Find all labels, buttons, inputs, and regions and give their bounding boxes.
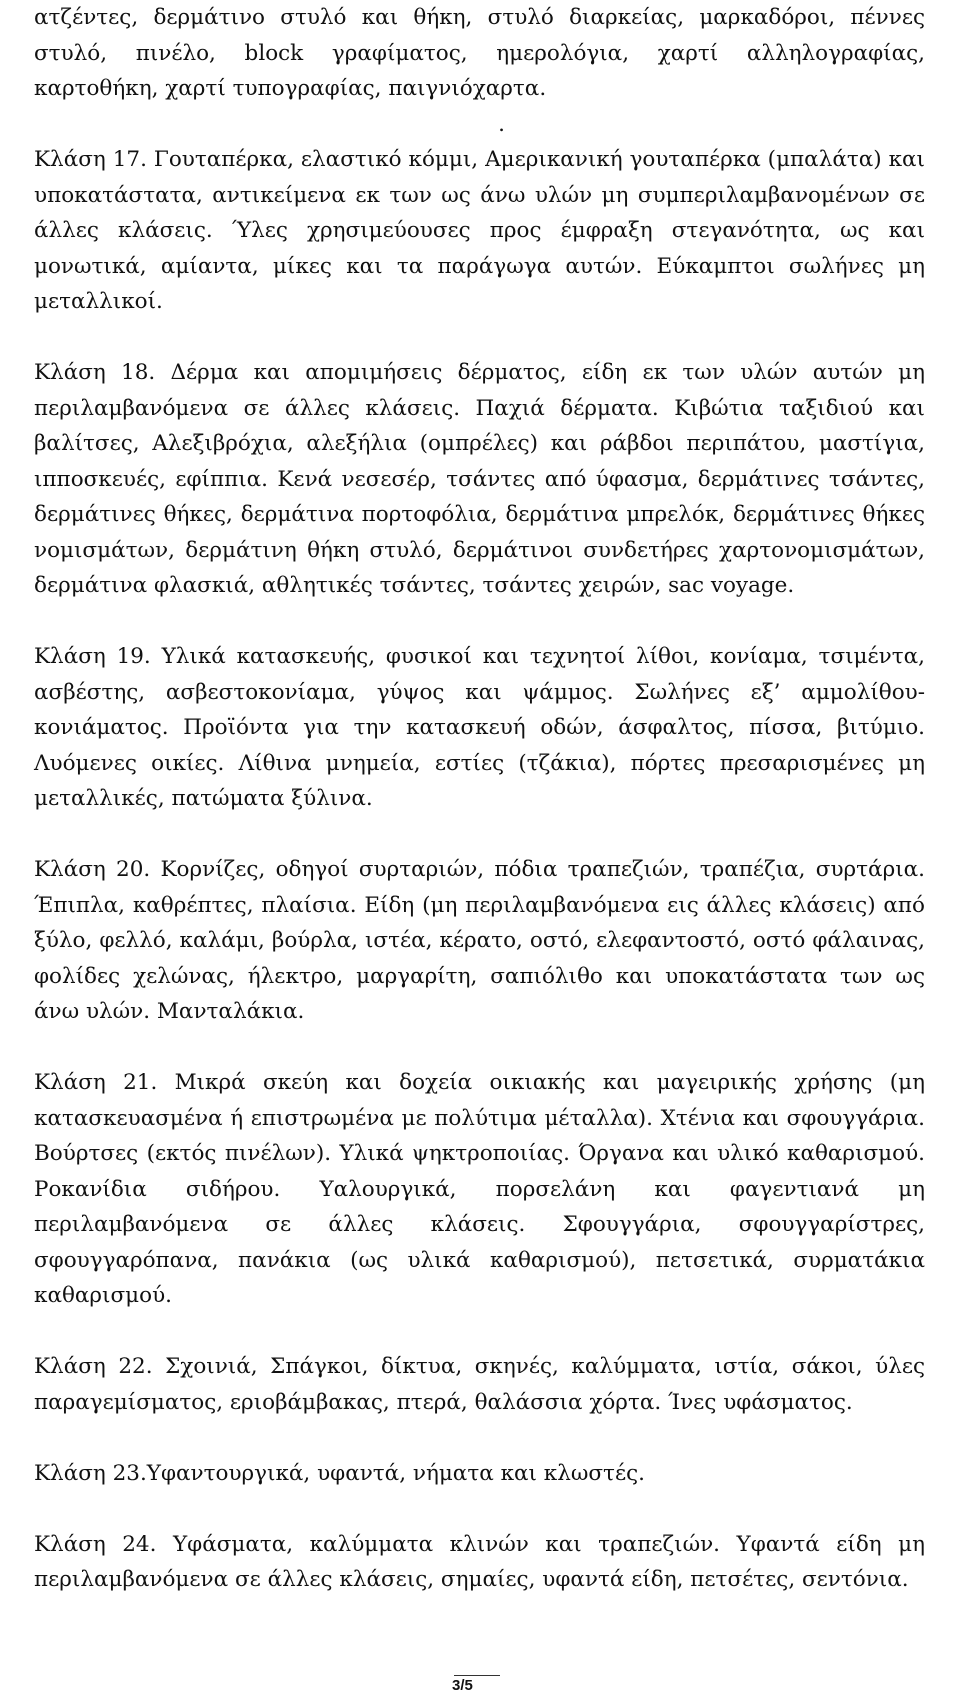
document-page	[34, 0, 925, 1598]
paragraph-class-21: Κλάση 21. Μικρά σκεύη και δοχεία οικιακής και μαγειρικής χρήσης (μη κατασκευασμένα ή επιστρωμένα με πολύτιμα μέταλλα). Χτένια και σφουγγάρια. Βούρτσες (εκτός πινέλων). Υλικά ψηκτροποιίας. Όργανα και υλικό καθαρισμού. Ροκανίδια σιδήρου. Υαλουργικά, πορσελάνη και φαγεντιανά μη περιλαμβανόμενα σε άλλες κλάσεις. Σφουγγάρια, σφουγγαρίστρες, σφουγγαρόπανα, πανάκια (ως υλικά καθαρισμού), πετσετικά, συρματάκια καθαρισμού.	[34, 1070, 925, 1308]
paragraph-class-18: Κλάση 18. Δέρμα και απομιμήσεις δέρματος, είδη εκ των υλών αυτών μη περιλαμβανόμενα σε άλλες κλάσεις. Παχιά δέρματα. Κιβώτια ταξιδιού και βαλίτσες, Αλεξιβρόχια, αλεξήλια (ομπρέλες) και ράβδοι περιπάτου, μαστίγια, ιπποσκευές, εφίππια. Κενά νεσεσέρ, τσάντες από ύφασμα, δερμάτινες τσάντες, δερμάτινες θήκες, δερμάτινα πορτοφόλια, δερμάτινα μπρελόκ, δερμάτινες θήκες νομισμάτων, δερμάτινη θήκη στυλό, δερμάτινοι συνδετήρες χαρτονομισμάτων, δερμάτινα φλασκιά, αθλητικές τσάντες, τσάντες χειρών, sac voyage.	[34, 360, 925, 598]
paragraph-class-22: Κλάση 22. Σχοινιά, Σπάγκοι, δίκτυα, σκηνές, καλύμματα, ιστία, σάκοι, ύλες παραγεμίσματος, εριοβάμβακας, πτερά, θαλάσσια χόρτα. Ίνες υφάσματος.	[34, 1354, 925, 1415]
paragraph-class-17: Κλάση 17. Γουταπέρκα, ελαστικό κόμμι, Αμερικανική γουταπέρκα (μπαλάτα) και υποκατάστατα, αντικείμενα εκ των ως άνω υλών μη συμπεριλαμβανομένων σε άλλες κλάσεις. Ύλες χρησιμεύουσες προς έμφραξη στεγανότητα, ως και μονωτικά, αμίαντα, μίκες και τα παράγωγα αυτών. Εύκαμπτοι σωλήνες μη μεταλλικοί.	[34, 147, 925, 314]
paragraph-class-20: Κλάση 20. Κορνίζες, οδηγοί συρταριών, πόδια τραπεζιών, τραπέζια, συρτάρια. Έπιπλα, καθρέπτες, πλαίσια. Είδη (μη περιλαμβανόμενα εις άλλες κλάσεις) από ξύλο, φελλό, καλάμι, βούρλα, ιστέα, κέρατο, οστό, ελεφαντοστό, οστό φάλαινας, φολίδες χελώνας, ήλεκτρο, μαργαρίτη, σαπιόλιθο και υποκατάστατα των ως άνω υλών. Μανταλάκια.	[34, 857, 925, 1024]
paragraph-class-24: Κλάση 24. Υφάσματα, καλύμματα κλινών και τραπεζιών. Υφαντά είδη μη περιλαμβανόμενα σε άλλες κλάσεις, σημαίες, υφαντά είδη, πετσέτες, σεντόνια.	[34, 1531, 925, 1592]
paragraph-class-23: Κλάση 23.Υφαντουργικά, υφαντά, νήματα και κλωστές.	[34, 1460, 645, 1486]
paragraph-class-19: Κλάση 19. Υλικά κατασκευής, φυσικοί και τεχνητοί λίθοι, κονίαμα, τσιμέντα, ασβέστης, ασβεστοκονίαμα, γύψος και ψάμμος. Σωλήνες εξ’ αμμολίθου-κονιάματος. Προϊόντα για την κατασκευή οδών, άσφαλτος, πίσσα, βιτύμιο. Λυόμενες οικίες. Λίθινα μνημεία, εστίες (τζάκια), πόρτες πρεσαρισμένες μη μεταλλικές, πατώματα ξύλινα.	[34, 644, 925, 811]
footer-divider	[454, 1675, 500, 1676]
paragraph-class-16-continuation: ατζέντες, δερμάτινο στυλό και θήκη, στυλό διαρκείας, μαρκαδόροι, πέννες στυλό, πινέλο, block γραφίματος, ημερολόγια, χαρτί αλληλογραφίας, καρτοθήκη, χαρτί τυπογραφίας, παιγνιόχαρτα.	[34, 5, 925, 101]
page-number: 3/5	[452, 1677, 473, 1694]
stray-dot: .	[498, 111, 505, 137]
